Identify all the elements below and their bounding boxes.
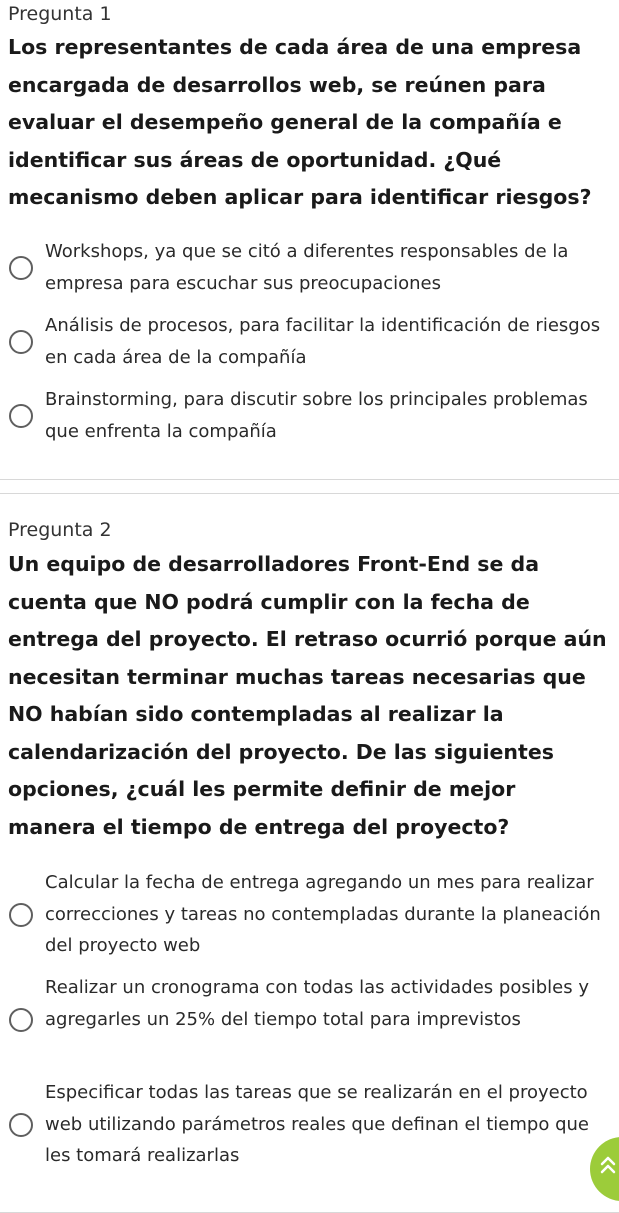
radio-button[interactable]: [9, 1008, 33, 1032]
answer-option-text: Workshops, ya que se citó a diferentes responsables de la empresa para escuchar sus preocupaciones: [45, 241, 569, 294]
question-text: Los representantes de cada área de una empresa encargada de desarrollos web, se reúnen para evaluar el desempeño general de la compañía e identificar sus áreas de oportunidad. ¿Qué mecanismo deben aplicar para identificar riesgos?: [8, 35, 592, 209]
answer-option-2[interactable]: [0, 310, 619, 376]
radio-button[interactable]: [9, 903, 33, 927]
question-text: Un equipo de desarrolladores Front-End se da cuenta que NO podrá cumplir con la fecha de entrega del proyecto. El retraso ocurrió porque aún necesitan terminar muchas tareas necesarias que NO habían sido contempladas al realizar la calendarización del proyecto. De las siguientes opciones, ¿cuál les permite definir de mejor manera el tiempo de entrega del proyecto?: [8, 552, 607, 839]
answer-option-3[interactable]: [0, 384, 619, 450]
question-card-2: [0, 493, 619, 1213]
answer-option-3[interactable]: [0, 1077, 619, 1173]
radio-button[interactable]: [9, 330, 33, 354]
radio-button[interactable]: [9, 404, 33, 428]
answer-option-text: Realizar un cronograma con todas las actividades posibles y agregarles un 25% del tiempo total para imprevistos: [45, 977, 589, 1030]
radio-button[interactable]: [9, 1113, 33, 1137]
question-number: Pregunta 2: [8, 519, 112, 541]
question-card-1: [0, 0, 619, 480]
answer-option-1[interactable]: [0, 236, 619, 302]
answer-option-text: Análisis de procesos, para facilitar la identificación de riesgos en cada área de la compañía: [45, 315, 601, 368]
radio-button[interactable]: [9, 256, 33, 280]
answer-option-text: Especificar todas las tareas que se realizarán en el proyecto web utilizando parámetros reales que definan el tiempo que les tomará realizarlas: [45, 1082, 589, 1166]
answer-option-2[interactable]: [0, 972, 619, 1068]
answer-option-text: Calcular la fecha de entrega agregando un mes para realizar correcciones y tareas no contempladas durante la planeación del proyecto web: [45, 872, 601, 956]
answer-option-1[interactable]: [0, 867, 619, 963]
question-number: Pregunta 1: [8, 3, 112, 25]
answer-option-text: Brainstorming, para discutir sobre los principales problemas que enfrenta la compañía: [45, 389, 588, 442]
double-chevron-up-icon: [600, 1155, 616, 1175]
